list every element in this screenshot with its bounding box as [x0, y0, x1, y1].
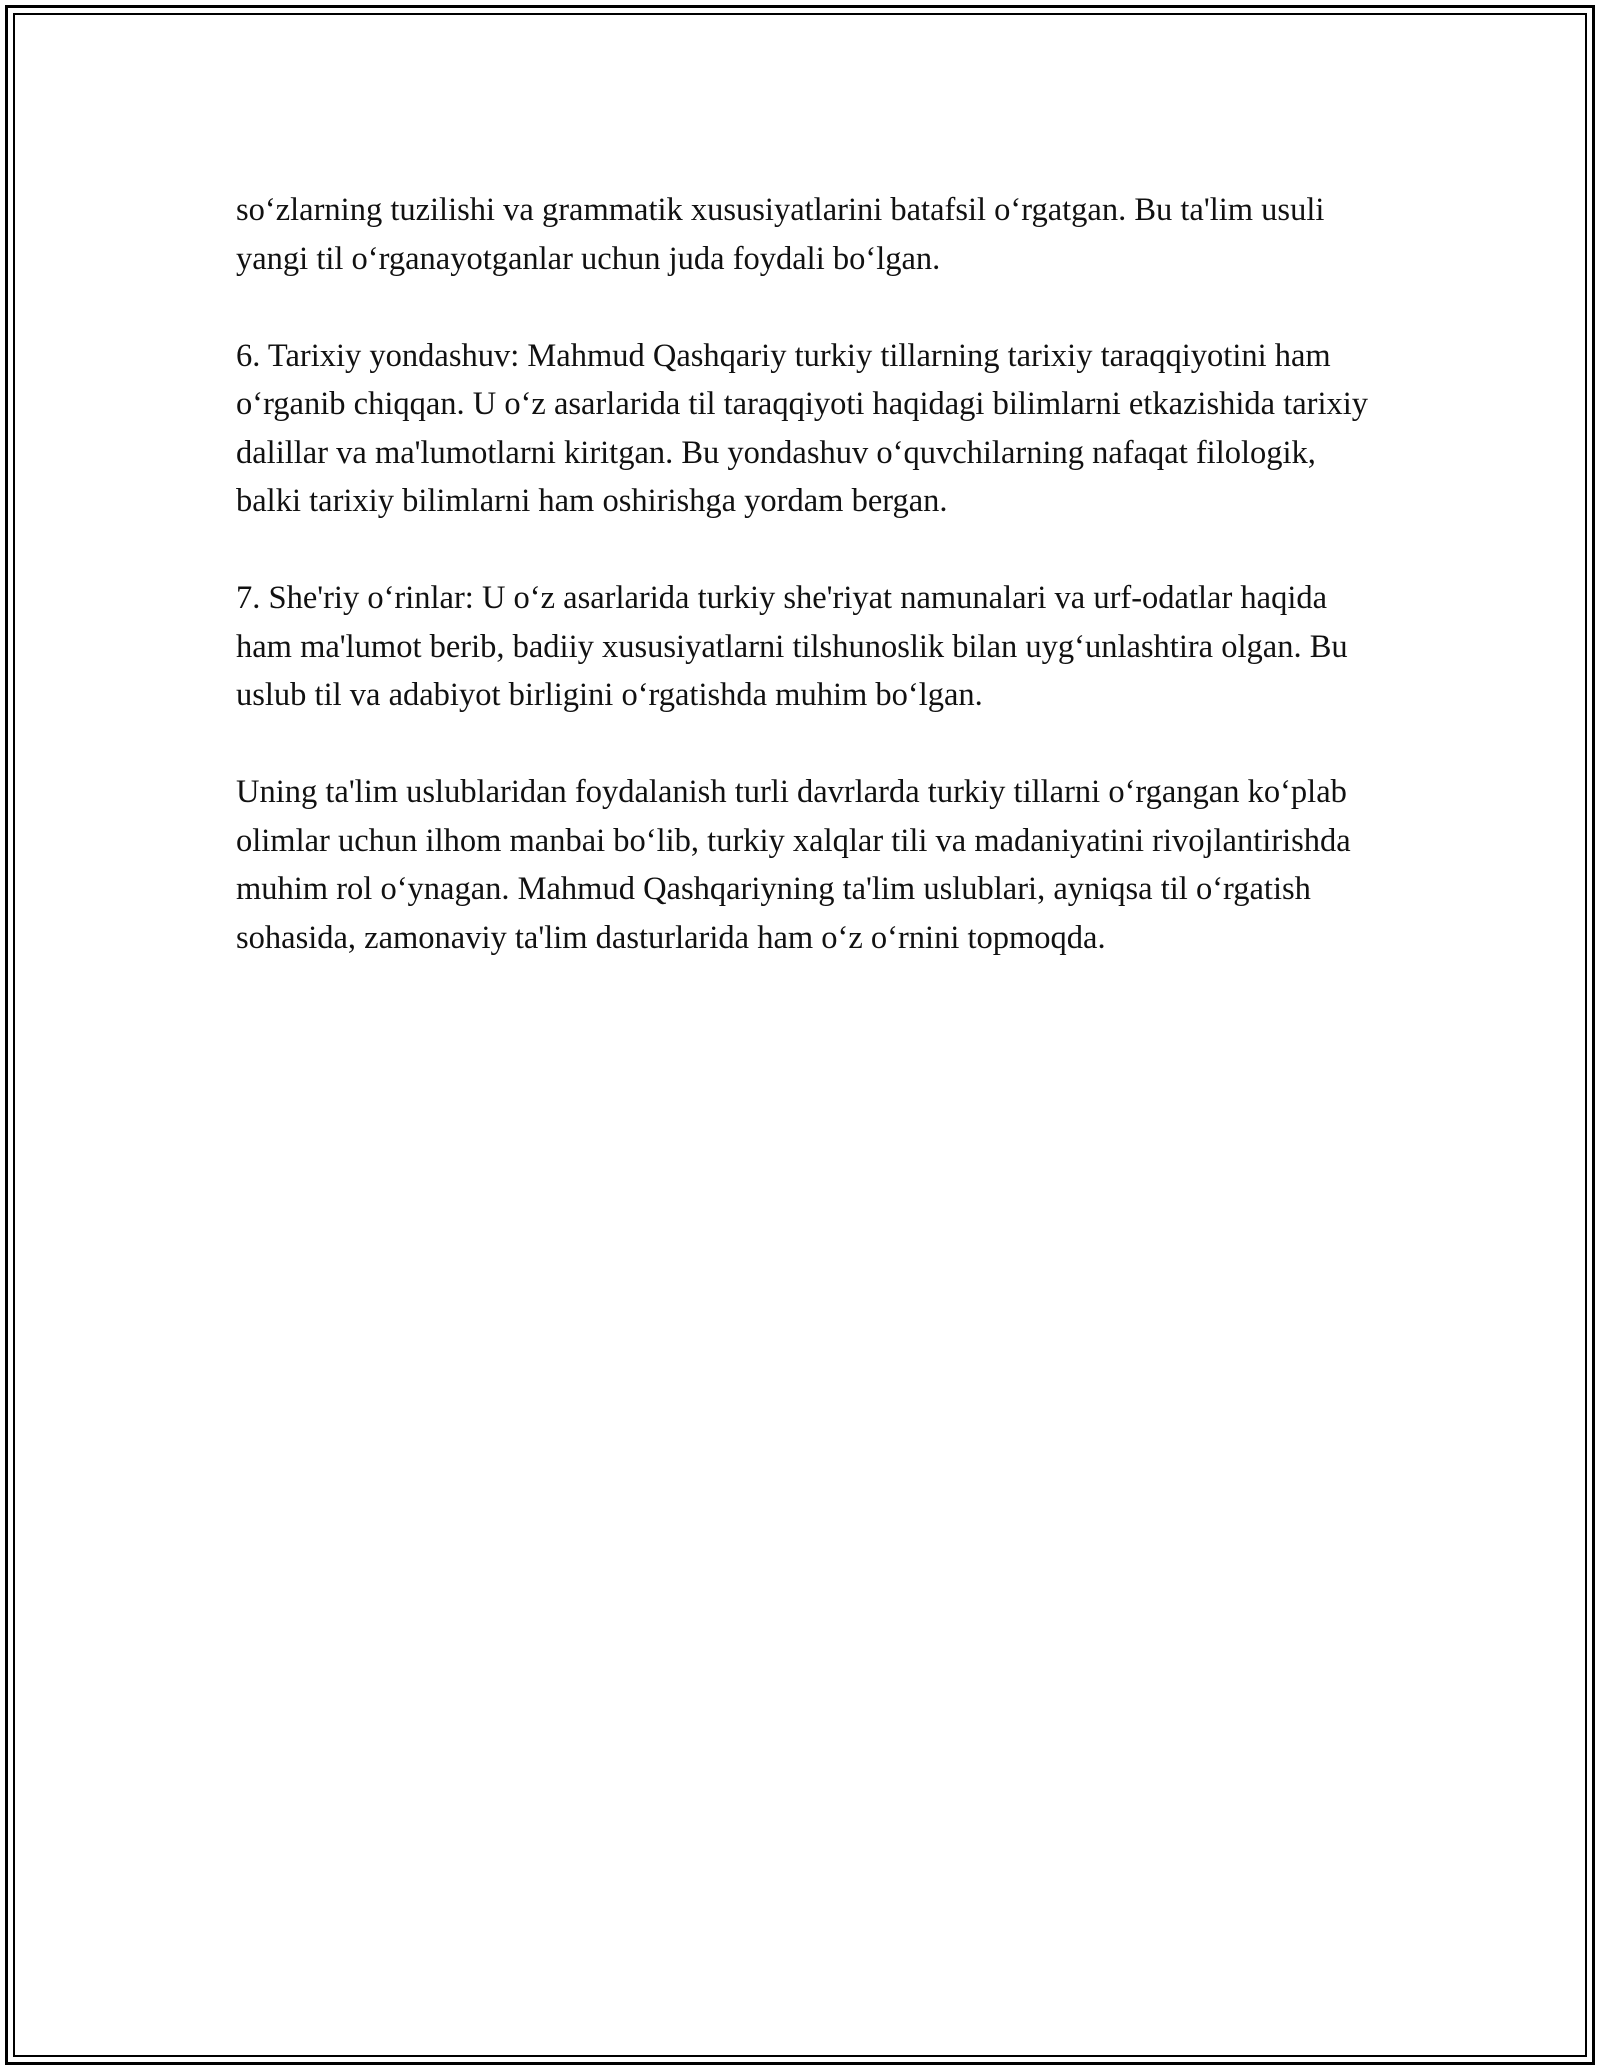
paragraph-conclusion: Uning ta'lim uslublaridan foydalanish turli davrlarda turkiy tillarni o‘rgangan ko‘plab olimlar uchun ilhom manbai bo‘lib, turkiy xalqlar tili va madaniyatini rivojlantirishda muhim rol o‘ynagan. Mahmud Qashqariyning ta'lim uslublari, ayniqsa til o‘rgatish sohasida, zamonaviy ta'lim dasturlarida ham o‘z o‘rnini topmoqda. — [236, 774, 1351, 956]
document-body — [236, 186, 1386, 962]
paragraph-continuation: so‘zlarning tuzilishi va grammatik xususiyatlarini batafsil o‘rgatgan. Bu ta'lim usuli yangi til o‘rganayotganlar uchun juda foydali bo‘lgan. — [236, 192, 1325, 277]
paragraph-poetic-passages: 7. She'riy o‘rinlar: U o‘z asarlarida turkiy she'riyat namunalari va urf-odatlar haqida ham ma'lumot berib, badiiy xususiyatlarni tilshunoslik bilan uyg‘unlashtira olgan. Bu uslub til va adabiyot birligini o‘rgatishda muhim bo‘lgan. — [236, 580, 1348, 713]
paragraph-historical-approach: 6. Tarixiy yondashuv: Mahmud Qashqariy turkiy tillarning tarixiy taraqqiyotini ham o‘rganib chiqqan. U o‘z asarlarida til taraqqiyoti haqidagi bilimlarni etkazishida tarixiy dalillar va ma'lumotlarni kiritgan. Bu yondashuv o‘quvchilarning nafaqat filologik, balki tarixiy bilimlarni ham oshirishga yordam bergan. — [236, 337, 1369, 519]
